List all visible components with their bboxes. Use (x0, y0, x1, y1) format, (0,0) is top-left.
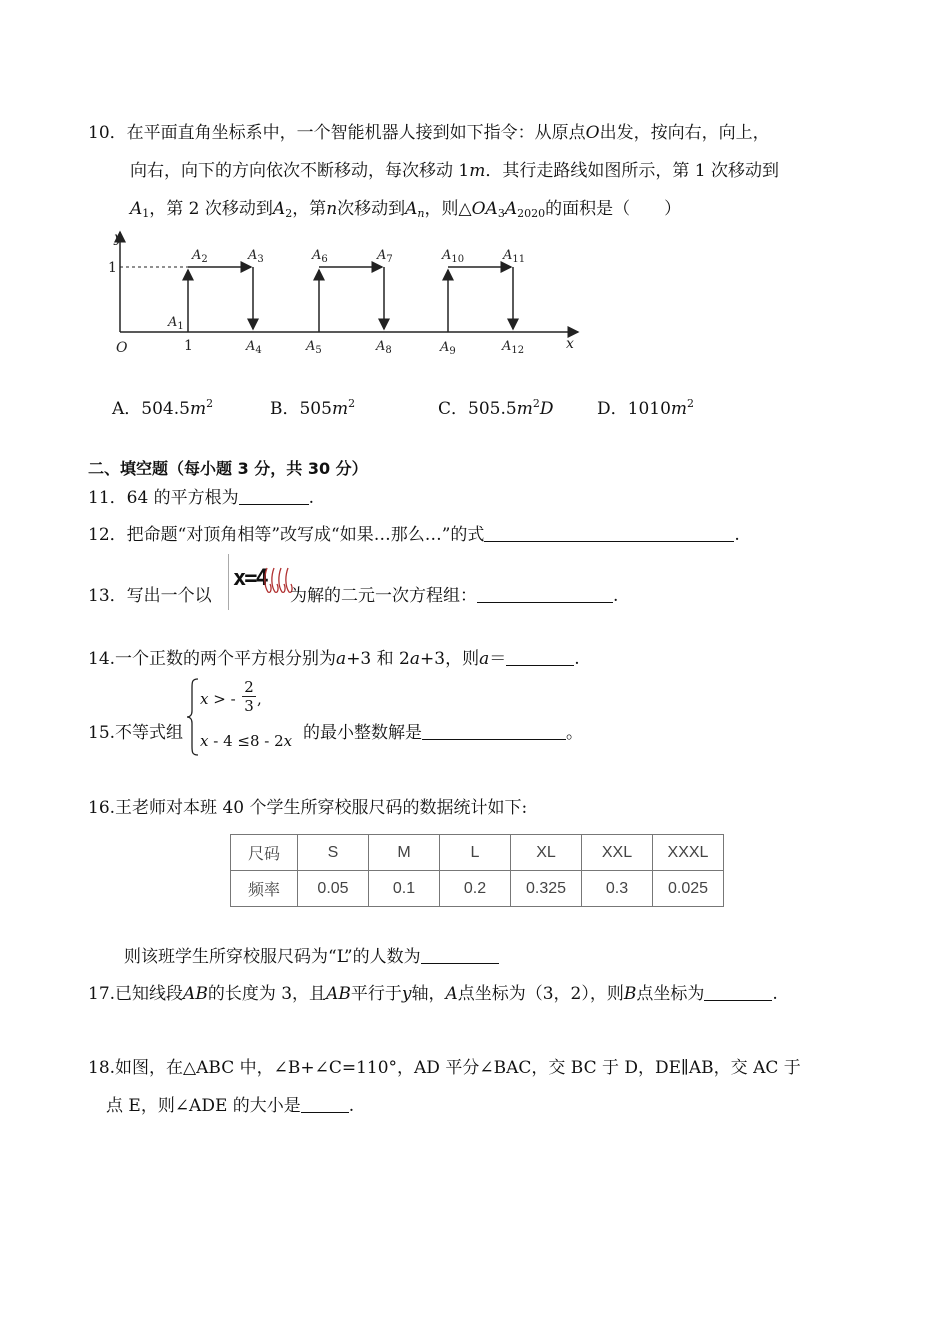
table-cell: 0.325 (511, 871, 582, 907)
answer-blank[interactable] (421, 948, 499, 964)
q14: 14.一个正数的两个平方根分别为a+3 和 2a+3，则a＝ . (88, 649, 580, 669)
answer-blank[interactable] (239, 489, 309, 505)
answer-blank[interactable] (506, 650, 574, 666)
option-d[interactable]: D．$1010m^2$ (597, 397, 695, 419)
q13-rest: 为解的二元一次方程组： . (290, 586, 619, 606)
table-cell: 0.3 (582, 871, 653, 907)
q18-line2: 点 E，则∠ADE 的大小是 . (106, 1096, 355, 1116)
answer-blank[interactable] (301, 1097, 349, 1113)
point-label-a7: $A_7$ (377, 248, 393, 265)
table-cell: 0.1 (369, 871, 440, 907)
table-cell: XXXL (653, 835, 724, 871)
point-label-a5: $A_5$ (306, 339, 322, 356)
point-label-a9: $A_9$ (440, 340, 456, 357)
fraction: 2 3 (242, 678, 256, 715)
x-tick-label: 1 (184, 338, 193, 354)
inequality-1: x > - (200, 690, 236, 708)
q17: 17.已知线段AB的长度为 3，且AB平行于y轴，A点坐标为（3，2），则B点坐标为 . (88, 984, 778, 1004)
table-cell: 0.025 (653, 871, 724, 907)
answer-blank[interactable] (477, 587, 613, 603)
point-label-a10: $A_{10}$ (442, 248, 465, 265)
origin-label: O (116, 340, 128, 356)
inequality-2: x - 4 ≤8 - 2x (200, 732, 293, 750)
point-label-a11: $A_{11}$ (503, 248, 526, 265)
option-c[interactable]: C．$505.5m^2D$ (438, 397, 554, 419)
table-cell: 尺码 (231, 835, 298, 871)
point-label-a4: $A_4$ (246, 339, 262, 356)
table-cell: 0.05 (298, 871, 369, 907)
system-brace (186, 678, 200, 756)
point-label-a2: $A_2$ (192, 248, 208, 265)
table-row (231, 835, 724, 871)
robot-path-figure (100, 226, 590, 361)
answer-blank[interactable] (704, 985, 772, 1001)
q11: 11．64 的平方根为 . (88, 488, 315, 508)
q13: 13．写出一个以 (88, 586, 212, 606)
answer-blank[interactable] (484, 526, 734, 542)
broken-image-glyph (263, 562, 293, 598)
table-cell: M (369, 835, 440, 871)
point-label-a1: $A_1$ (168, 315, 184, 332)
table-row (231, 871, 724, 907)
y-tick-label: 1 (108, 260, 117, 276)
q15-label: 15.不等式组 (88, 723, 184, 743)
table-cell: 0.2 (440, 871, 511, 907)
q10-line3: $A_1$，第 2 次移动到$A_2$，第n次移动到$A_n$，则$\triangle OA_3A_{2020}$的面积是（ ） (130, 199, 682, 220)
q18-line1: 18.如图，在△ABC 中，∠B+∠C=110°，AD 平分∠BAC，交 BC 于 D，DE∥AB，交 AC 于 (88, 1058, 801, 1078)
y-axis-label: y (114, 230, 122, 246)
q15-rest: 的最小整数解是 。 (303, 723, 583, 743)
x-axis-label: x (566, 336, 574, 352)
size-frequency-table (230, 834, 724, 907)
q16-question: 则该班学生所穿校服尺码为“L”的人数为 (124, 942, 499, 967)
table-cell: 频率 (231, 871, 298, 907)
option-a[interactable]: A．$504.5m^2$ (112, 397, 214, 419)
q10-line2: 向右，向下的方向依次不断移动，每次移动 1m．其行走路线如图所示，第 1 次移动到 (130, 161, 779, 181)
point-label-a8: $A_8$ (376, 339, 392, 356)
option-b[interactable]: B．$505m^2$ (270, 397, 356, 419)
point-label-a6: $A_6$ (312, 248, 328, 265)
table-cell: XL (511, 835, 582, 871)
equation-image: x=4 (228, 554, 293, 610)
point-label-a12: $A_{12}$ (502, 339, 525, 356)
answer-blank[interactable] (422, 724, 566, 740)
table-cell: L (440, 835, 511, 871)
section-title: 二、填空题（每小题 3 分，共 30 分） (88, 459, 368, 478)
point-label-a3: $A_3$ (248, 248, 264, 265)
q16-intro: 16.王老师对本班 40 个学生所穿校服尺码的数据统计如下: (88, 798, 528, 818)
q10-line1: 10．在平面直角坐标系中，一个智能机器人接到如下指令：从原点O出发，按向右，向上， (88, 123, 770, 143)
table-cell: XXL (582, 835, 653, 871)
q12: 12．把命题“对顶角相等”改写成“如果…那么…”的式 . (88, 525, 740, 545)
table-cell: S (298, 835, 369, 871)
